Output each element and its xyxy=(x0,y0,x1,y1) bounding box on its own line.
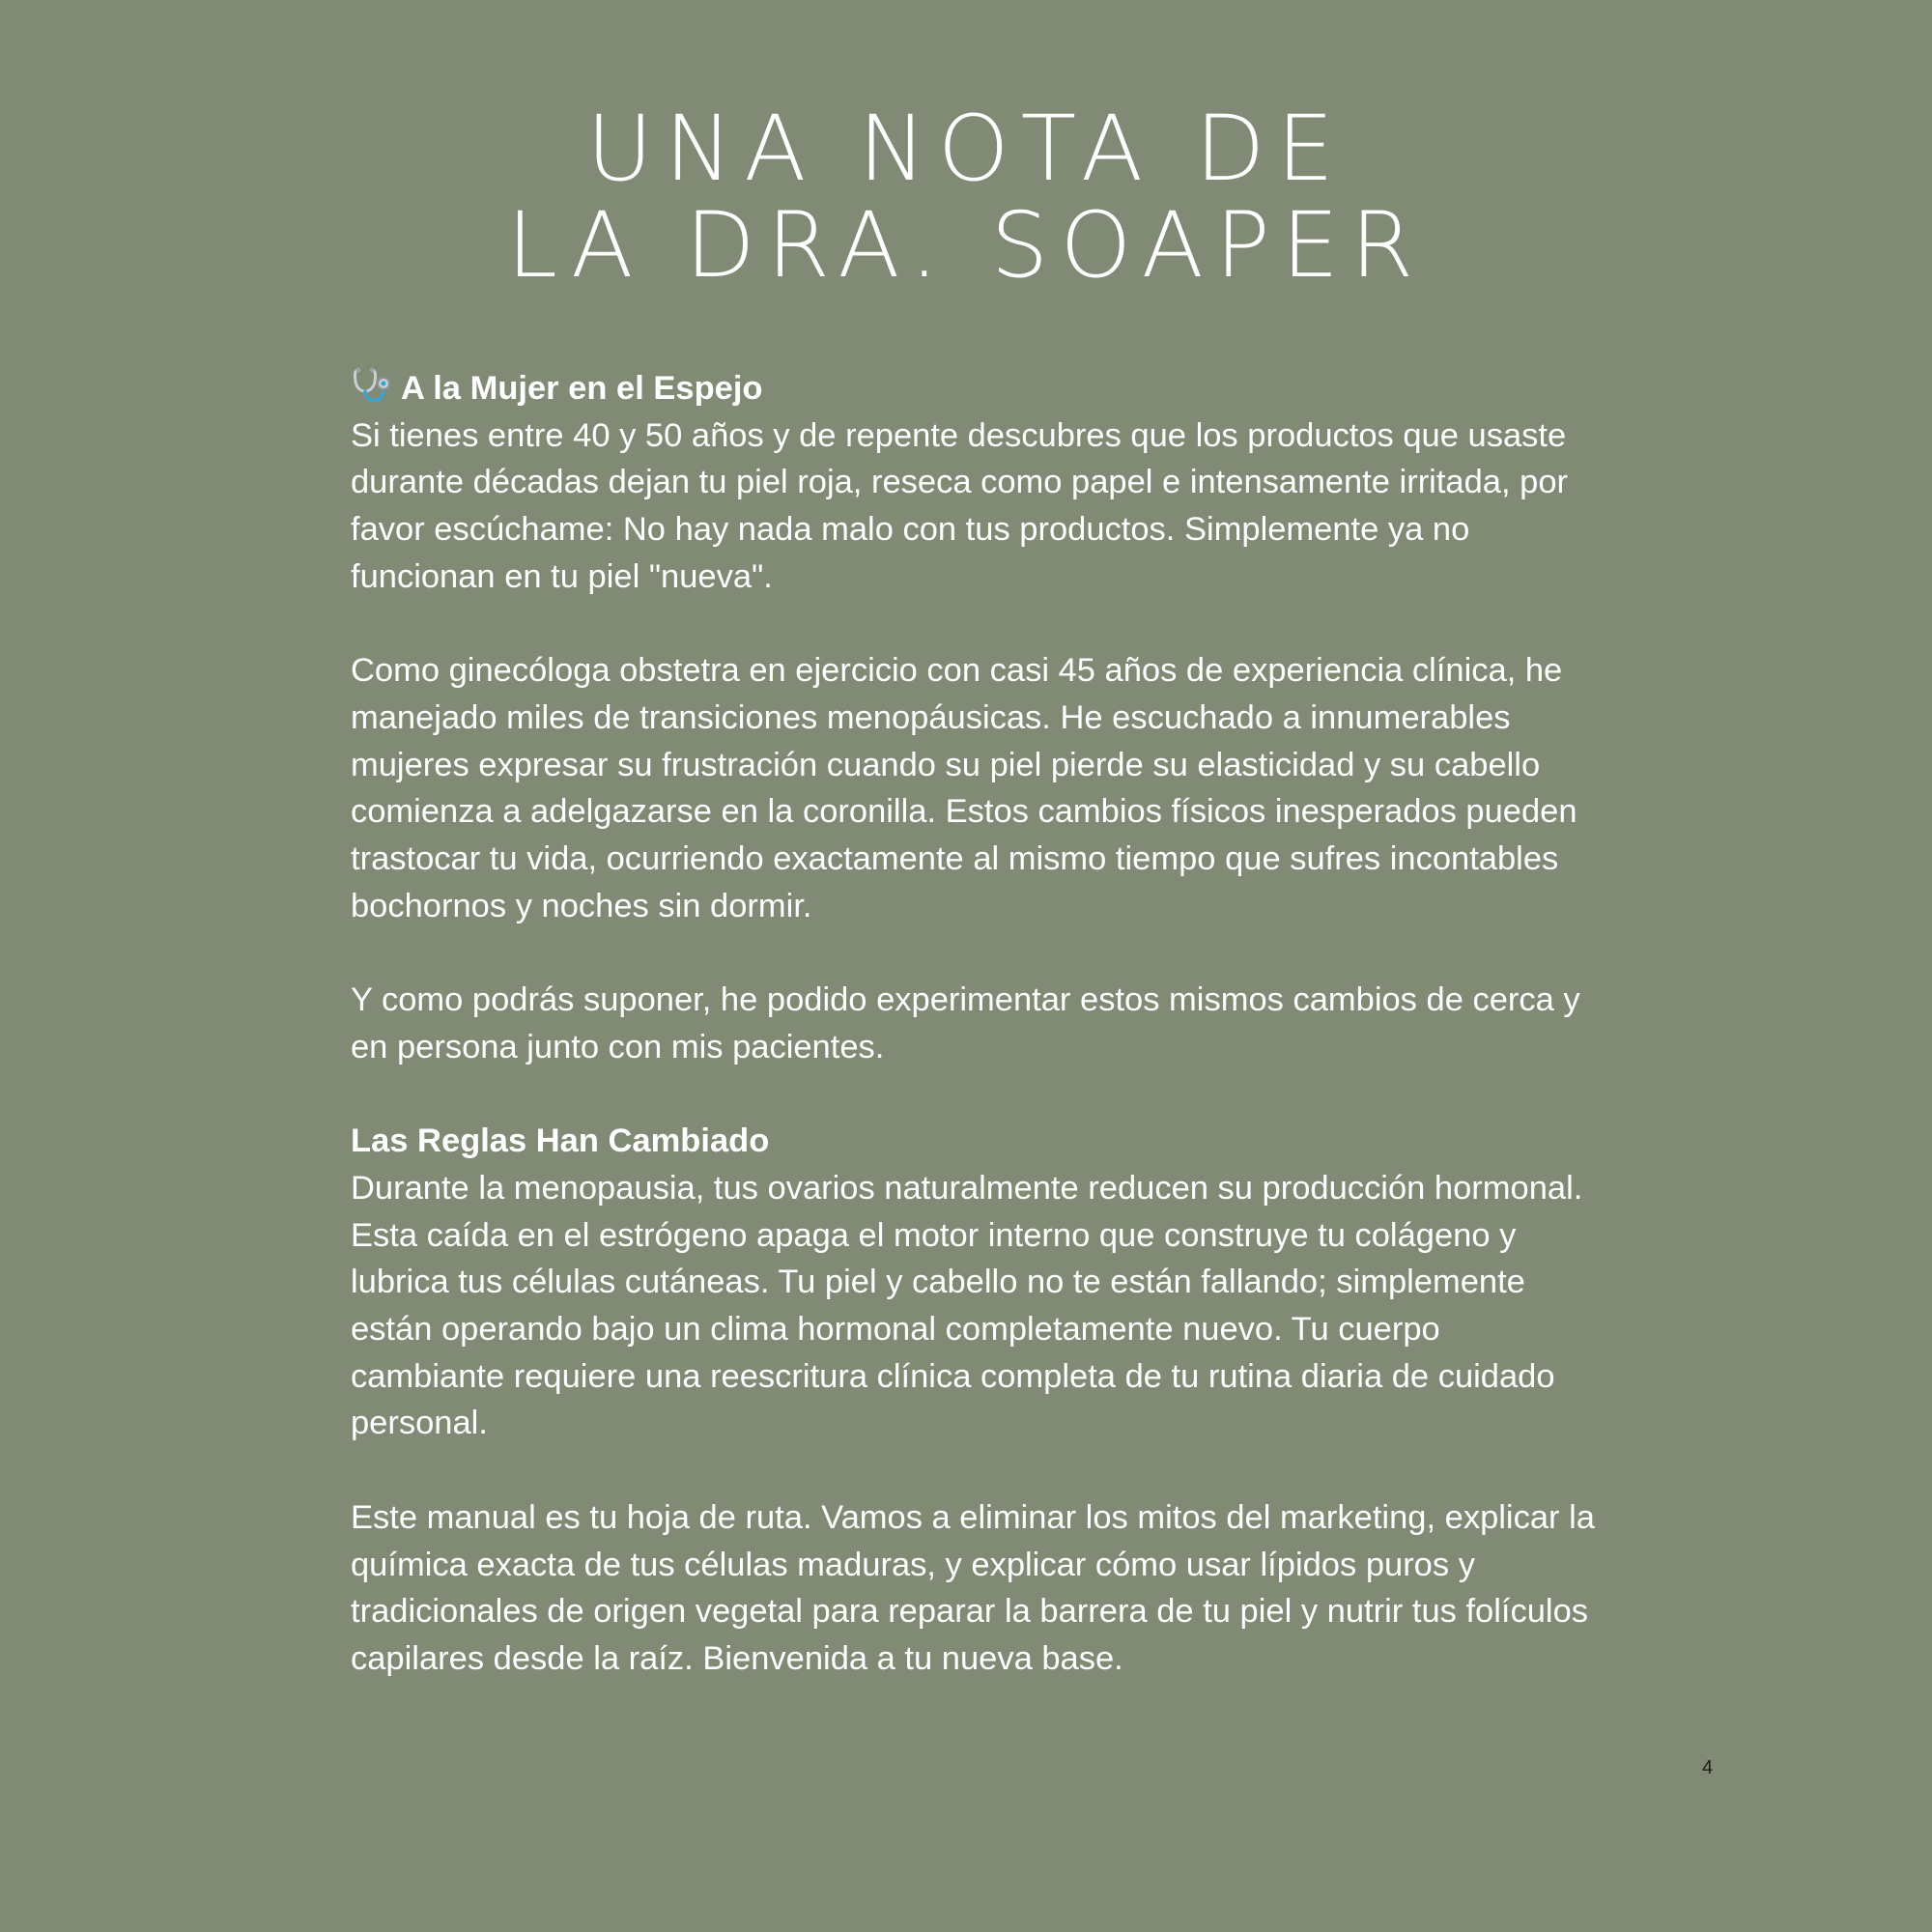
title-line-1: UNA NOTA DE xyxy=(586,97,1346,202)
paragraph-4: Durante la menopausia, tus ovarios naturalmente reducen su producción hormonal. Esta caída en el estrógeno apaga el motor interno que construye tu colágeno y lubrica tus células cutáneas. Tu piel y cabello no te están fallando; simplemente están operando bajo un clima hormonal completamente nuevo. Tu cuerpo cambiante requiere una reescritura clínica completa de tu rutina diaria de cuidado personal. xyxy=(351,1169,1583,1442)
paragraph-2: Como ginecóloga obstetra en ejercicio con casi 45 años de experiencia clínica, he manejado miles de transiciones menopáusicas. He escuchado a innumerables mujeres expresar su frustración cuando su piel pierde su elasticidad y su cabello comienza a adelgazarse en la coronilla. Estos cambios físicos inesperados pueden trastocar tu vida, ocurriendo exactamente al mismo tiempo que sufres incontables bochornos y noches sin dormir. xyxy=(351,652,1577,924)
section-heading-mirror xyxy=(351,365,1597,412)
paragraph-3: Y como podrás suponer, he podido experimentar estos mismos cambios de cerca y en persona junto con mis pacientes. xyxy=(351,981,1580,1065)
section-mirror xyxy=(351,365,1597,1071)
title-line-2: LA DRA. SOAPER xyxy=(506,193,1426,298)
section-rules xyxy=(351,1118,1597,1682)
stethoscope-icon xyxy=(351,366,393,405)
letter-body xyxy=(351,365,1597,1729)
page-number: 4 xyxy=(1702,1757,1714,1778)
section-heading-rules: Las Reglas Han Cambiado xyxy=(351,1122,770,1160)
paragraph-1: Si tienes entre 40 y 50 años y de repente descubres que los productos que usaste durante décadas dejan tu piel roja, reseca como papel e intensamente irritada, por favor escúchame: No hay nada malo con tus productos. Simplemente ya no funcionan en tu piel "nueva". xyxy=(351,416,1569,595)
paragraph-5: Este manual es tu hoja de ruta. Vamos a eliminar los mitos del marketing, explicar la química exacta de tus células maduras, y explicar cómo usar lípidos puros y tradicionales de origen vegetal para reparar la barrera de tu piel y nutrir tus folículos capilares desde la raíz. Bienvenida a tu nueva base. xyxy=(351,1498,1595,1677)
section-heading-mirror-text: A la Mujer en el Espejo xyxy=(401,370,763,407)
page-title xyxy=(0,97,1932,298)
